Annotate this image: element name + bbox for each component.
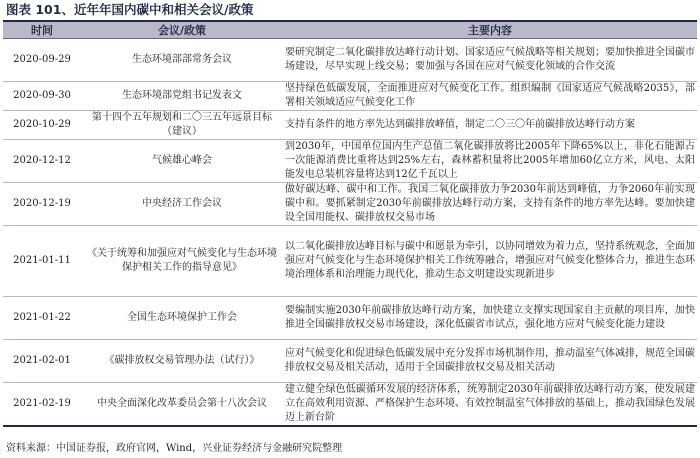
- row-event: 第十四个五年规划和二〇三五年远景目标（建议）: [81, 111, 283, 140]
- row-event: 中央全面深化改革委员会第十八次会议: [81, 383, 283, 427]
- header-time: 时间: [3, 21, 81, 39]
- table-header-row: [3, 21, 697, 39]
- row-content: 坚持绿色低碳发展，全面推进应对气候变化工作。组织编制《国家适应气候战略2035》，部署相关领域适应气候变化工作: [283, 82, 697, 111]
- table-row: [3, 82, 697, 111]
- table-row: [3, 140, 697, 183]
- table-row: [3, 226, 697, 297]
- table-row: [3, 297, 697, 340]
- row-content: 建立健全绿色低碳循环发展的经济体系，统筹制定2030年前碳排放达峰行动方案，使发展建立在高效利用资源、严格保护生态环境、有效控制温室气体排放的基础上，推动我国绿色发展迈上新台阶: [283, 383, 697, 427]
- header-content: 主要内容: [283, 21, 697, 39]
- row-time: 2021-01-11: [3, 226, 81, 297]
- row-content: 以二氧化碳排放达峰目标与碳中和愿景为牵引，以协同增效为着力点，坚持系统观念，全面加强应对气候变化与生态环境保护相关工作统筹融合，增强应对气候变化整体合力，推进生态环境治理体系和治理能力现代化，推动生态文明建设实现新进步: [283, 226, 697, 297]
- row-time: 2021-02-19: [3, 383, 81, 427]
- row-content: 到2030年，中国单位国内生产总值二氧化碳排放将比2005年下降65%以上，非化石能源占一次能源消费比重将达到25%左右，森林蓄积量将比2005年增加60亿立方米，风电、太阳能发电总装机容量将达到12亿千瓦以上: [283, 140, 697, 183]
- row-event: 中央经济工作会议: [81, 183, 283, 226]
- table-row: [3, 383, 697, 427]
- row-time: 2021-01-22: [3, 297, 81, 340]
- row-event: 全国生态环境保护工作会: [81, 297, 283, 340]
- row-content: 应对气候变化和促进绿色低碳发展中充分发挥市场机制作用，推动温室气体减排，规范全国碳排放权交易及相关活动，适用于全国碳排放权交易及相关活动: [283, 340, 697, 383]
- row-event: 生态环境部党组书记发表文: [81, 82, 283, 111]
- row-time: 2020-12-19: [3, 183, 81, 226]
- row-time: 2020-10-29: [3, 111, 81, 140]
- row-event: 《关于统筹和加强应对气候变化与生态环境保护相关工作的指导意见》: [81, 226, 283, 297]
- figure-title: 图表 101、近年年国内碳中和相关会议/政策: [6, 2, 254, 17]
- row-content: 做好碳达峰、碳中和工作。我国二氧化碳排放力争2030年前达到峰值，力争2060年前实现碳中和。要抓紧制定2030年前碳排放达峰行动方案，支持有条件的地方率先达峰。要加快建设全国用能权、碳排放权交易市场: [283, 183, 697, 226]
- table-row: [3, 39, 697, 82]
- row-event: 生态环境部部常务会议: [81, 39, 283, 82]
- row-content: 支持有条件的地方率先达到碳排放峰值，制定二〇三〇年前碳排放达峰行动方案: [283, 111, 697, 140]
- table-row: [3, 340, 697, 383]
- row-content: 要编制实施2030年前碳排放达峰行动方案，加快建立支撑实现国家自主贡献的项目库，加快推进全国碳排放权交易市场建设，深化低碳省市试点，强化地方应对气候变化能力建设: [283, 297, 697, 340]
- header-event: 会议/政策: [81, 21, 283, 39]
- row-event: 《碳排放权交易管理办法（试行）》: [81, 340, 283, 383]
- table-row: [3, 111, 697, 140]
- row-time: 2021-02-01: [3, 340, 81, 383]
- row-event: 气候雄心峰会: [81, 140, 283, 183]
- source-note: 资料来源：中国证券报，政府官网，Wind，兴业证券经济与金融研究院整理: [6, 443, 343, 454]
- row-time: 2020-12-12: [3, 140, 81, 183]
- row-time: 2020-09-29: [3, 39, 81, 82]
- row-content: 要研究制定二氧化碳排放达峰行动计划、国家适应气候战略等相关规划；要加快推进全国碳市场建设，尽早实现上线交易；要加强与各国在应对气候变化领域的合作交流: [283, 39, 697, 82]
- policy-table: [3, 20, 697, 427]
- row-time: 2020-09-30: [3, 82, 81, 111]
- table-row: [3, 183, 697, 226]
